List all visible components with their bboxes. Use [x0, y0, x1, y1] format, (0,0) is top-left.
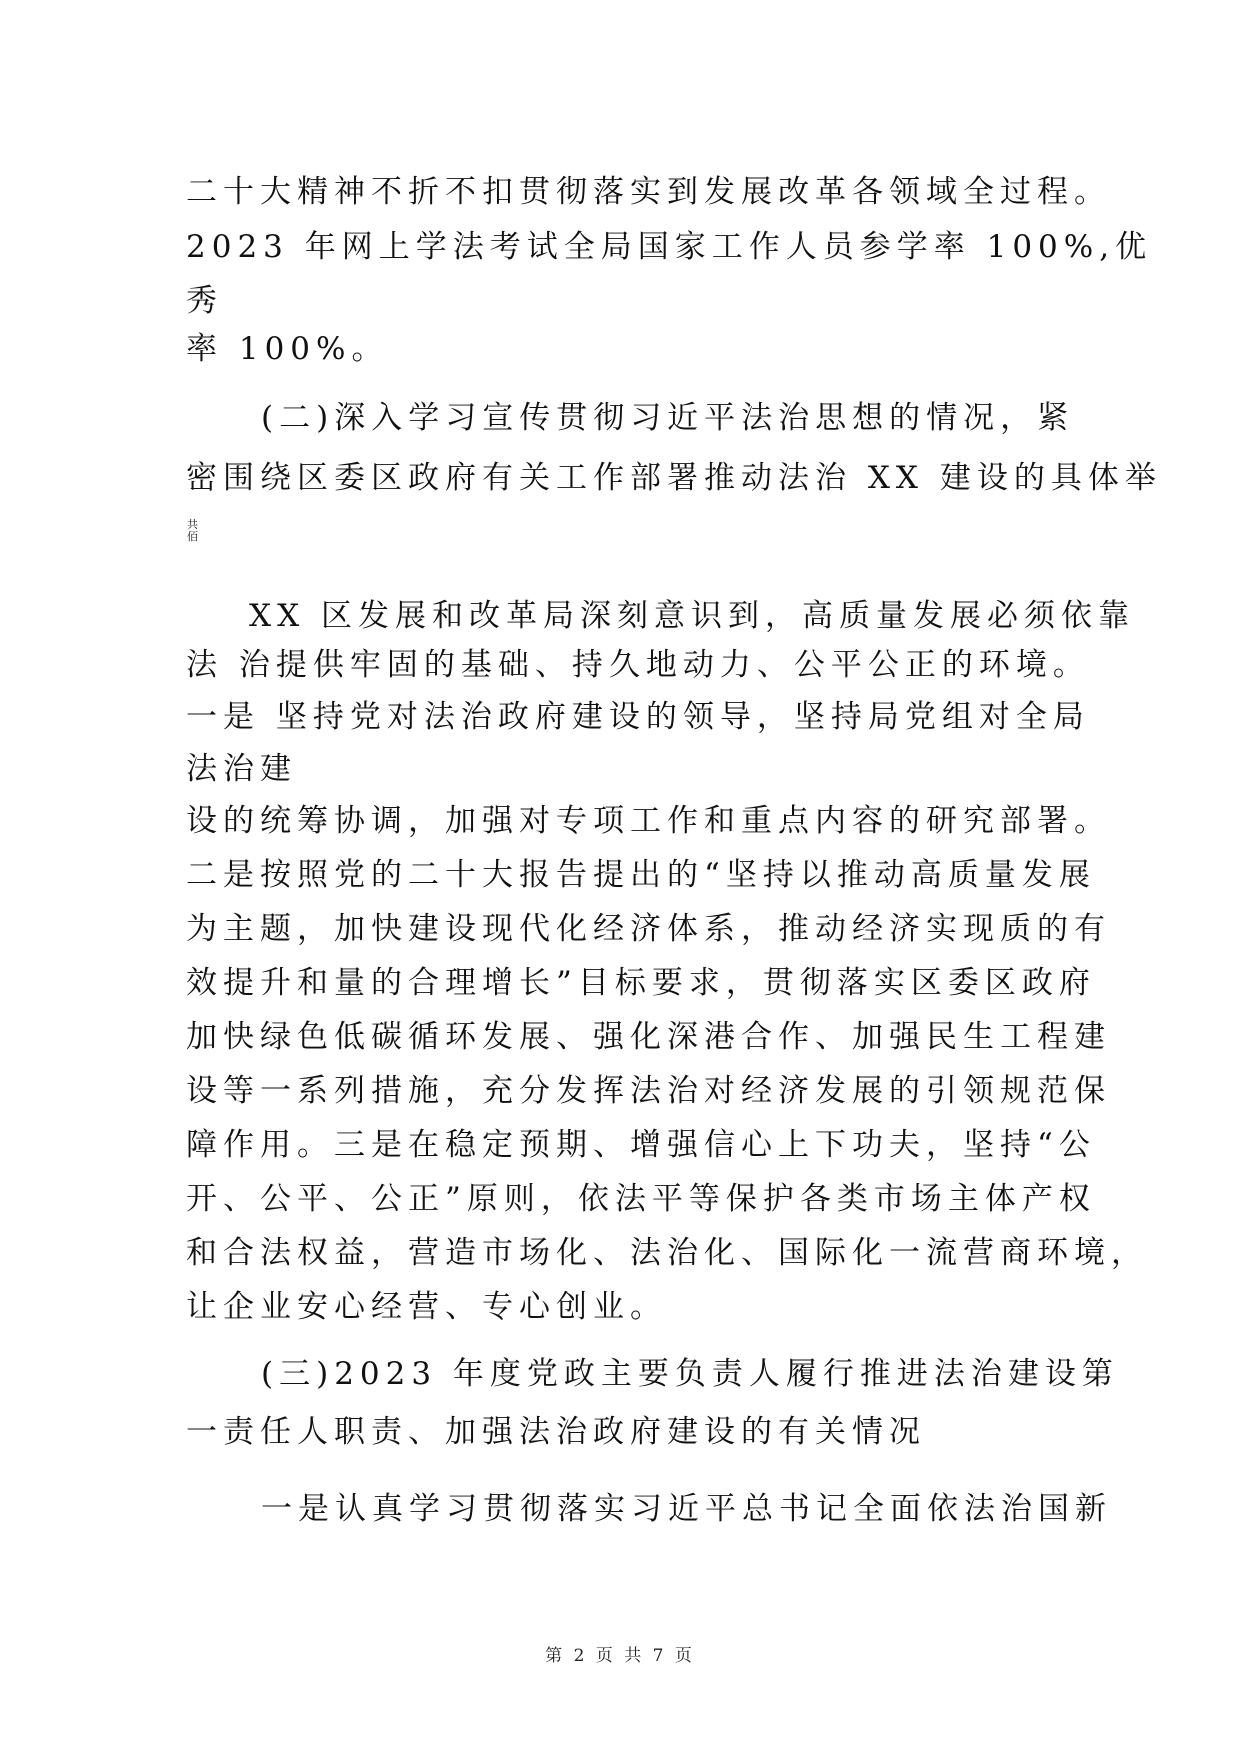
body-line: 为主题，加快建设现代化经济体系，推动经济实现质的有	[186, 911, 1111, 947]
body-line: 设等一系列措施，充分发挥法治对经济发展的引领规范保	[186, 1073, 1111, 1109]
body-line: 率 100%。	[186, 331, 389, 367]
section-heading: 密围绕区委区政府有关工作部署推动法治 XX 建设的具体举	[186, 460, 1162, 496]
body-line: 一是认真学习贯彻落实习近平总书记全面依法治国新	[261, 1491, 1112, 1527]
body-line: 2023 年网上学法考试全局国家工作人员参学率 100%,优	[186, 229, 1153, 265]
body-line: 让企业安心经营、专心创业。	[186, 1289, 667, 1325]
section-heading: (二)深入学习宣传贯彻习近平法治思想的情况，紧	[261, 400, 1075, 436]
body-line: 法治建	[186, 751, 297, 787]
body-line: 二十大精神不折不扣贯彻落实到发展改革各领域全过程。	[186, 174, 1111, 210]
heading-fragment-bottom: 佰	[187, 530, 198, 543]
body-line: 秀	[186, 283, 223, 319]
body-line: 和合法权益，营造市场化、法治化、国际化一流营商环境，	[186, 1235, 1148, 1271]
body-line: 障作用。三是在稳定预期、增强信心上下功夫，坚持“公	[186, 1127, 1096, 1163]
body-line: 法 治提供牢固的基础、持久地动力、公平公正的环境。	[186, 647, 1090, 683]
body-line: 一是 坚持党对法治政府建设的领导，坚持局党组对全局	[186, 699, 1090, 735]
body-line: 开、公平、公正”原则，依法平等保护各类市场主体产权	[186, 1181, 1096, 1217]
body-line: 设的统筹协调，加强对专项工作和重点内容的研究部署。	[186, 803, 1111, 839]
heading-fragment-top: 共	[187, 518, 198, 531]
body-line: 加快绿色低碳循环发展、强化深港合作、加强民生工程建	[186, 1019, 1111, 1055]
body-line: 二是按照党的二十大报告提出的“坚持以推动高质量发展	[186, 857, 1096, 893]
body-line: XX 区发展和改革局深刻意识到，高质量发展必须依靠	[249, 598, 1135, 634]
page-footer: 第 2 页 共 7 页	[545, 1646, 695, 1666]
section-heading: 一责任人职责、加强法治政府建设的有关情况	[186, 1414, 926, 1450]
section-heading: (三)2023 年度党政主要负责人履行推进法治建设第	[261, 1356, 1119, 1392]
body-line: 效提升和量的合理增长”目标要求，贯彻落实区委区政府	[186, 965, 1096, 1001]
